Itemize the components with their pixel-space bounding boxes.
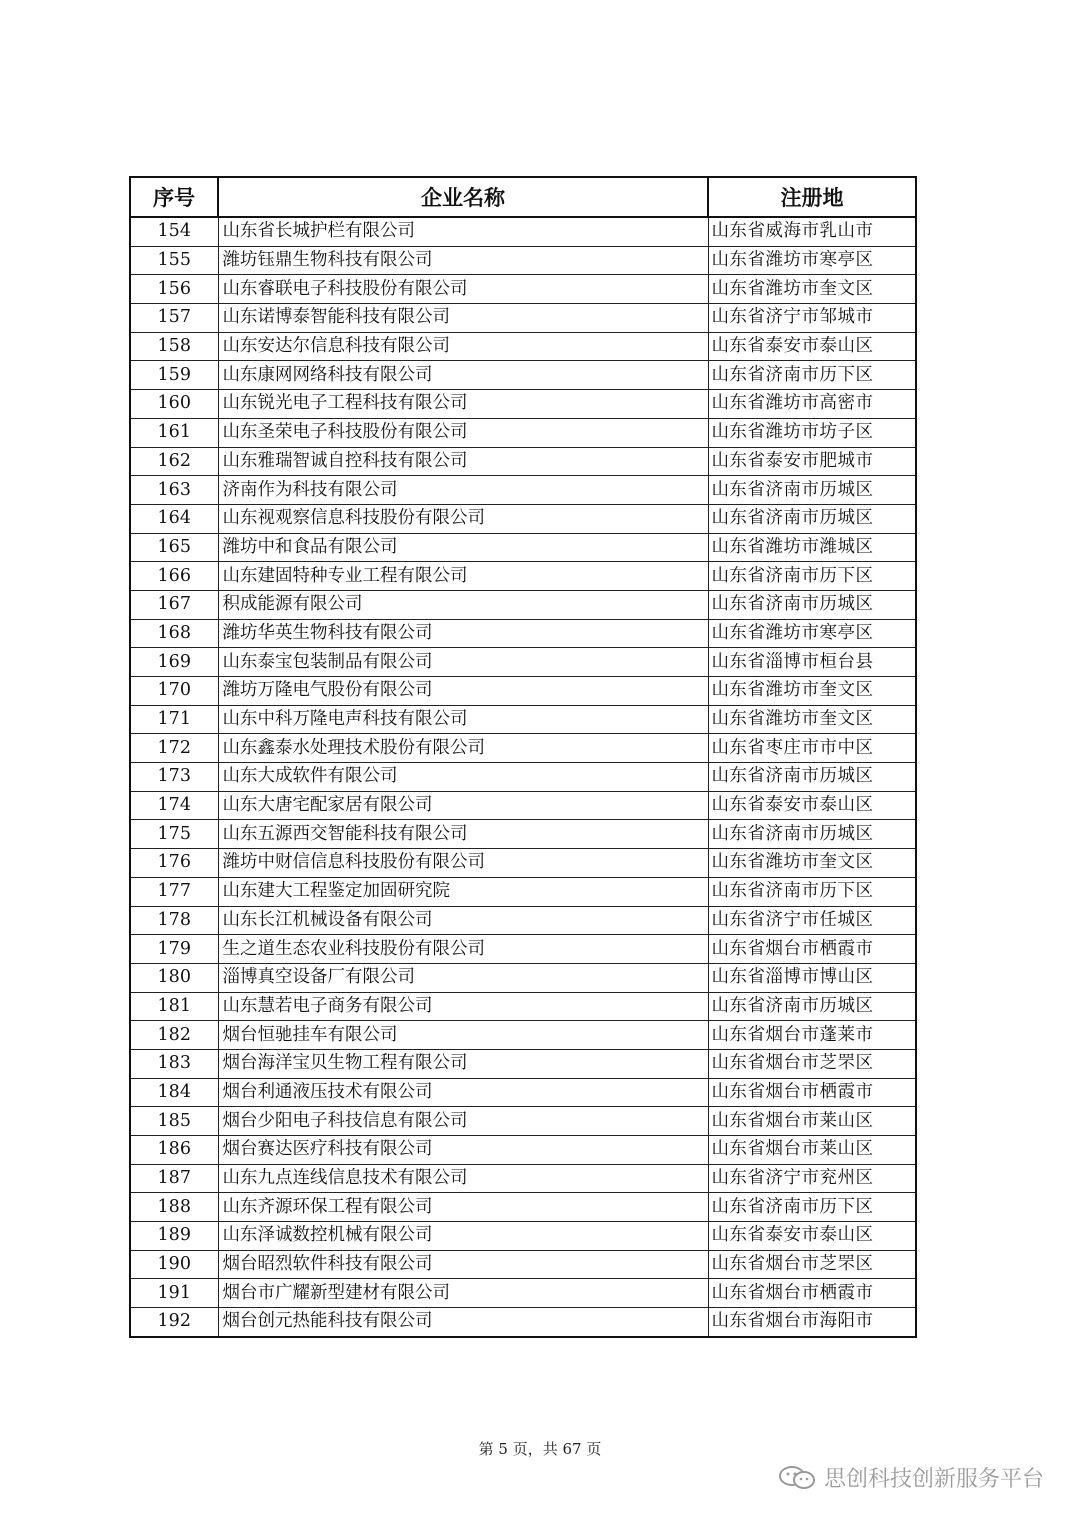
row-serial-number: 171 [130, 705, 218, 734]
row-serial-number: 174 [130, 791, 218, 820]
row-serial-number: 182 [130, 1021, 218, 1050]
row-company-name: 山东建大工程鉴定加固研究院 [218, 877, 708, 906]
table-row [130, 648, 916, 677]
row-serial-number: 160 [130, 390, 218, 419]
table-row [130, 906, 916, 935]
row-serial-number: 159 [130, 361, 218, 390]
table-row [130, 992, 916, 1021]
row-registered-location: 山东省济南市历城区 [708, 820, 916, 849]
row-serial-number: 187 [130, 1164, 218, 1193]
watermark [778, 1462, 1044, 1493]
watermark-text: 思创科技创新服务平台 [823, 1467, 1044, 1492]
row-registered-location: 山东省潍坊市高密市 [708, 390, 916, 419]
row-registered-location: 山东省烟台市莱山区 [708, 1107, 916, 1136]
row-registered-location: 山东省烟台市海阳市 [708, 1308, 916, 1337]
row-registered-location: 山东省济南市历城区 [708, 590, 916, 619]
row-company-name: 济南作为科技有限公司 [218, 476, 708, 505]
row-serial-number: 162 [130, 447, 218, 476]
row-registered-location: 山东省济南市历下区 [708, 877, 916, 906]
header-serial-number: 序号 [130, 177, 218, 217]
row-serial-number: 155 [130, 246, 218, 275]
row-company-name: 山东康网网络科技有限公司 [218, 361, 708, 390]
row-registered-location: 山东省烟台市芝罘区 [708, 1049, 916, 1078]
row-registered-location: 山东省烟台市莱山区 [708, 1136, 916, 1165]
row-registered-location: 山东省威海市乳山市 [708, 217, 916, 246]
row-company-name: 烟台昭烈软件科技有限公司 [218, 1250, 708, 1279]
row-registered-location: 山东省泰安市泰山区 [708, 791, 916, 820]
table-row [130, 963, 916, 992]
table-row [130, 246, 916, 275]
row-serial-number: 189 [130, 1222, 218, 1251]
table-row [130, 590, 916, 619]
row-company-name: 山东视观察信息科技股份有限公司 [218, 504, 708, 533]
table-row [130, 533, 916, 562]
table-row [130, 476, 916, 505]
row-serial-number: 177 [130, 877, 218, 906]
row-serial-number: 166 [130, 562, 218, 591]
row-company-name: 积成能源有限公司 [218, 590, 708, 619]
row-registered-location: 山东省济南市历城区 [708, 992, 916, 1021]
row-serial-number: 154 [130, 217, 218, 246]
row-registered-location: 山东省淄博市桓台县 [708, 648, 916, 677]
row-company-name: 烟台创元热能科技有限公司 [218, 1308, 708, 1337]
row-serial-number: 170 [130, 677, 218, 706]
row-company-name: 山东齐源环保工程有限公司 [218, 1193, 708, 1222]
table-row [130, 390, 916, 419]
table-row [130, 1308, 916, 1337]
row-registered-location: 山东省济南市历城区 [708, 476, 916, 505]
row-company-name: 山东长江机械设备有限公司 [218, 906, 708, 935]
company-table-container [129, 176, 915, 1338]
row-registered-location: 山东省济宁市任城区 [708, 906, 916, 935]
row-serial-number: 186 [130, 1136, 218, 1165]
row-company-name: 烟台市广耀新型建材有限公司 [218, 1279, 708, 1308]
table-row [130, 1049, 916, 1078]
table-row [130, 332, 916, 361]
row-company-name: 山东中科万隆电声科技有限公司 [218, 705, 708, 734]
row-registered-location: 山东省潍坊市寒亭区 [708, 619, 916, 648]
row-company-name: 山东泰宝包装制品有限公司 [218, 648, 708, 677]
row-registered-location: 山东省烟台市芝罘区 [708, 1250, 916, 1279]
row-company-name: 潍坊万隆电气股份有限公司 [218, 677, 708, 706]
row-registered-location: 山东省济宁市邹城市 [708, 304, 916, 333]
table-body [130, 217, 916, 1337]
row-serial-number: 165 [130, 533, 218, 562]
row-company-name: 潍坊中和食品有限公司 [218, 533, 708, 562]
row-serial-number: 176 [130, 849, 218, 878]
row-registered-location: 山东省济南市历城区 [708, 504, 916, 533]
company-table [129, 176, 917, 1338]
table-row [130, 820, 916, 849]
row-registered-location: 山东省济宁市兖州区 [708, 1164, 916, 1193]
row-registered-location: 山东省烟台市栖霞市 [708, 1279, 916, 1308]
table-row [130, 763, 916, 792]
table-row [130, 361, 916, 390]
table-row [130, 1021, 916, 1050]
row-serial-number: 178 [130, 906, 218, 935]
row-company-name: 山东九点连线信息技术有限公司 [218, 1164, 708, 1193]
header-registered-location: 注册地 [708, 177, 916, 217]
table-row [130, 1279, 916, 1308]
table-row [130, 1164, 916, 1193]
table-row [130, 705, 916, 734]
row-company-name: 山东大唐宅配家居有限公司 [218, 791, 708, 820]
table-row [130, 1078, 916, 1107]
row-serial-number: 169 [130, 648, 218, 677]
row-serial-number: 156 [130, 275, 218, 304]
row-serial-number: 158 [130, 332, 218, 361]
row-company-name: 山东圣荣电子科技股份有限公司 [218, 418, 708, 447]
table-row [130, 447, 916, 476]
row-serial-number: 161 [130, 418, 218, 447]
table-row [130, 418, 916, 447]
table-row [130, 935, 916, 964]
row-registered-location: 山东省济南市历下区 [708, 1193, 916, 1222]
row-company-name: 山东雅瑞智诚自控科技有限公司 [218, 447, 708, 476]
row-registered-location: 山东省泰安市泰山区 [708, 332, 916, 361]
row-company-name: 山东建固特种专业工程有限公司 [218, 562, 708, 591]
row-registered-location: 山东省济南市历下区 [708, 562, 916, 591]
row-serial-number: 157 [130, 304, 218, 333]
row-registered-location: 山东省烟台市栖霞市 [708, 935, 916, 964]
row-company-name: 山东省长城护栏有限公司 [218, 217, 708, 246]
page-number: 第 5 页，共 67 页 [478, 1440, 602, 1458]
row-company-name: 生之道生态农业科技股份有限公司 [218, 935, 708, 964]
row-company-name: 山东锐光电子工程科技有限公司 [218, 390, 708, 419]
row-serial-number: 168 [130, 619, 218, 648]
row-registered-location: 山东省济南市历城区 [708, 763, 916, 792]
row-company-name: 烟台海洋宝贝生物工程有限公司 [218, 1049, 708, 1078]
row-company-name: 潍坊华英生物科技有限公司 [218, 619, 708, 648]
row-registered-location: 山东省潍坊市寒亭区 [708, 246, 916, 275]
row-company-name: 潍坊钰鼎生物科技有限公司 [218, 246, 708, 275]
row-company-name: 山东睿联电子科技股份有限公司 [218, 275, 708, 304]
row-serial-number: 181 [130, 992, 218, 1021]
table-row [130, 1222, 916, 1251]
row-serial-number: 188 [130, 1193, 218, 1222]
table-row [130, 849, 916, 878]
row-serial-number: 185 [130, 1107, 218, 1136]
table-row [130, 304, 916, 333]
table-row [130, 877, 916, 906]
row-registered-location: 山东省泰安市泰山区 [708, 1222, 916, 1251]
row-company-name: 烟台少阳电子科技信息有限公司 [218, 1107, 708, 1136]
row-company-name: 烟台恒驰挂车有限公司 [218, 1021, 708, 1050]
row-serial-number: 164 [130, 504, 218, 533]
row-company-name: 山东诺博泰智能科技有限公司 [218, 304, 708, 333]
header-company-name: 企业名称 [218, 177, 708, 217]
row-registered-location: 山东省潍坊市奎文区 [708, 677, 916, 706]
table-row [130, 217, 916, 246]
row-registered-location: 山东省烟台市蓬莱市 [708, 1021, 916, 1050]
row-serial-number: 180 [130, 963, 218, 992]
row-registered-location: 山东省潍坊市潍城区 [708, 533, 916, 562]
row-company-name: 山东安达尔信息科技有限公司 [218, 332, 708, 361]
row-serial-number: 183 [130, 1049, 218, 1078]
row-registered-location: 山东省枣庄市市中区 [708, 734, 916, 763]
table-row [130, 562, 916, 591]
row-company-name: 山东大成软件有限公司 [218, 763, 708, 792]
table-row [130, 504, 916, 533]
row-registered-location: 山东省潍坊市奎文区 [708, 849, 916, 878]
row-registered-location: 山东省潍坊市坊子区 [708, 418, 916, 447]
table-row [130, 1136, 916, 1165]
row-registered-location: 山东省烟台市栖霞市 [708, 1078, 916, 1107]
row-company-name: 淄博真空设备厂有限公司 [218, 963, 708, 992]
table-row [130, 791, 916, 820]
row-serial-number: 191 [130, 1279, 218, 1308]
table-row [130, 677, 916, 706]
row-serial-number: 173 [130, 763, 218, 792]
table-row [130, 1250, 916, 1279]
row-registered-location: 山东省济南市历下区 [708, 361, 916, 390]
row-company-name: 山东泽诚数控机械有限公司 [218, 1222, 708, 1251]
table-row [130, 1193, 916, 1222]
row-company-name: 烟台利通液压技术有限公司 [218, 1078, 708, 1107]
row-company-name: 山东五源西交智能科技有限公司 [218, 820, 708, 849]
table-row [130, 1107, 916, 1136]
table-row [130, 275, 916, 304]
row-registered-location: 山东省潍坊市奎文区 [708, 275, 916, 304]
row-serial-number: 190 [130, 1250, 218, 1279]
table-row [130, 734, 916, 763]
row-company-name: 烟台赛达医疗科技有限公司 [218, 1136, 708, 1165]
row-serial-number: 163 [130, 476, 218, 505]
row-registered-location: 山东省潍坊市奎文区 [708, 705, 916, 734]
row-company-name: 山东慧若电子商务有限公司 [218, 992, 708, 1021]
table-header-row [130, 177, 916, 217]
row-registered-location: 山东省淄博市博山区 [708, 963, 916, 992]
row-serial-number: 192 [130, 1308, 218, 1337]
wechat-icon [778, 1465, 818, 1491]
row-company-name: 潍坊中财信信息科技股份有限公司 [218, 849, 708, 878]
row-company-name: 山东鑫泰水处理技术股份有限公司 [218, 734, 708, 763]
row-registered-location: 山东省泰安市肥城市 [708, 447, 916, 476]
row-serial-number: 179 [130, 935, 218, 964]
row-serial-number: 172 [130, 734, 218, 763]
row-serial-number: 175 [130, 820, 218, 849]
row-serial-number: 167 [130, 590, 218, 619]
row-serial-number: 184 [130, 1078, 218, 1107]
table-row [130, 619, 916, 648]
